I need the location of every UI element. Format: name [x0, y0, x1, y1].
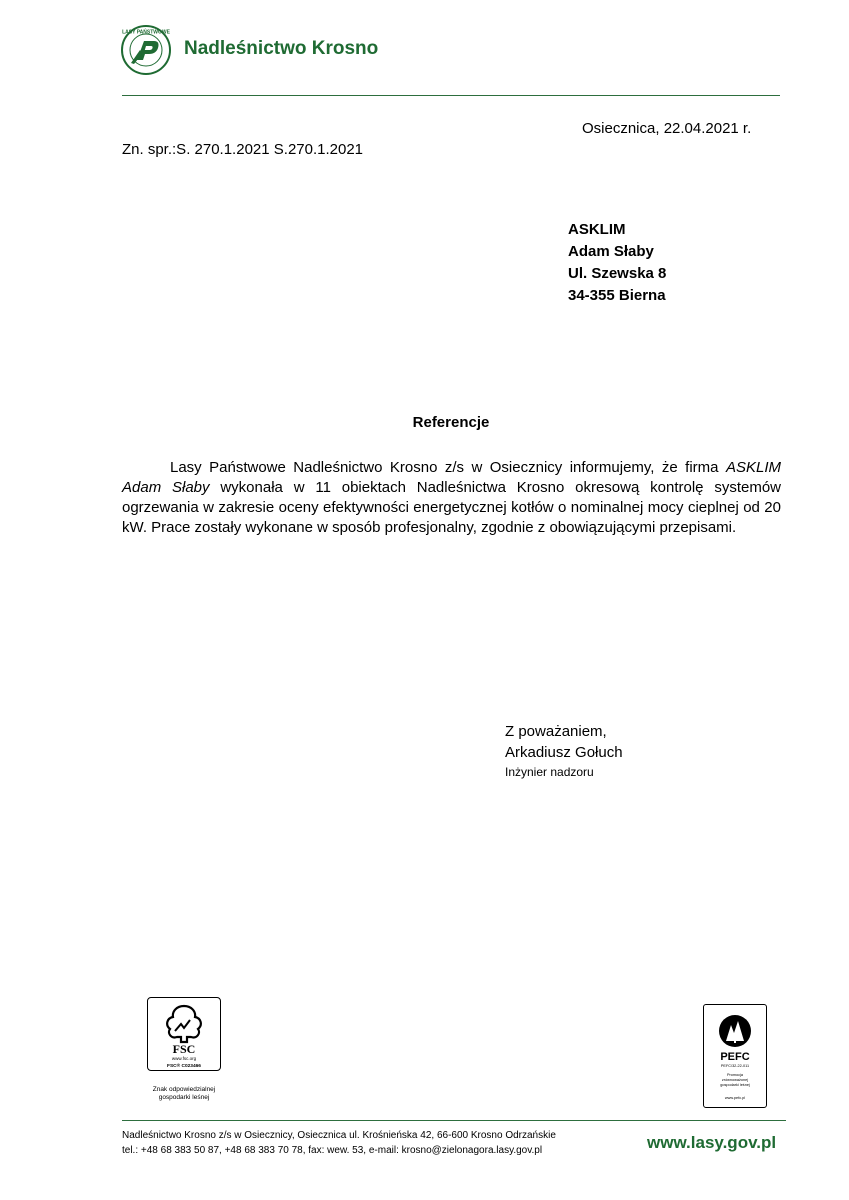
fsc-caption: Znak odpowiedzialnej gospodarki leśnej — [152, 1086, 216, 1101]
place-date: Osiecznica, 22.04.2021 r. — [582, 120, 752, 137]
footer-website-link[interactable]: www.lasy.gov.pl — [647, 1133, 777, 1152]
recipient-address — [568, 219, 666, 307]
footer-address: Nadleśnictwo Krosno z/s w Osiecznicy, Osiecznica ul. Krośnieńska 42, 66-600 Krosno Odrzańskie — [122, 1130, 556, 1141]
closing-salutation: Z poważaniem, — [505, 723, 607, 740]
letter-closing — [505, 721, 623, 781]
svg-text:FSC® C023466: FSC® C023466 — [167, 1064, 201, 1069]
recipient-person: Adam Słaby — [568, 243, 654, 260]
body-intro: Lasy Państwowe Nadleśnictwo Krosno z/s w Osiecznicy informujemy, że firma — [170, 459, 726, 476]
svg-text:PEFC/32-22-011: PEFC/32-22-011 — [720, 1064, 750, 1068]
case-reference: Zn. spr.:S. 270.1.2021 S.270.1.2021 — [122, 141, 364, 158]
svg-text:PEFC: PEFC — [720, 1051, 750, 1063]
svg-text:LASY PAŃSTWOWE: LASY PAŃSTWOWE — [122, 29, 170, 36]
lasy-panstwowe-logo — [120, 24, 172, 76]
recipient-company: ASKLIM — [568, 221, 626, 238]
recipient-city: 34-355 Bierna — [568, 287, 666, 304]
signer-name: Arkadiusz Gołuch — [505, 744, 623, 761]
footer-divider — [122, 1120, 786, 1121]
body-rest: wykonała w 11 obiektach Nadleśnictwa Krosno okresową kontrolę systemów ogrzewania w zakresie oceny efektywności energetycznej kotłów o nominalnej mocy cieplnej od 20 kW. Prace zostały wykonane w sposób profesjonalny, zgodnie z obowiązującymi przepisami. — [122, 479, 782, 536]
letter-title: Referencje — [412, 414, 490, 431]
header-divider — [122, 95, 780, 96]
svg-text:Promocja: Promocja — [726, 1073, 744, 1077]
svg-text:FSC: FSC — [172, 1042, 196, 1056]
svg-text:zrównoważonej: zrównoważonej — [721, 1078, 749, 1082]
footer-contact: tel.: +48 68 383 50 87, +48 68 383 70 78, fax: wew. 53, e-mail: krosno@zielonagora.lasy.gov.pl — [122, 1145, 543, 1156]
letter-body — [122, 458, 781, 538]
svg-text:www.pefc.pl: www.pefc.pl — [724, 1096, 746, 1100]
organization-name: Nadleśnictwo Krosno — [184, 38, 379, 59]
fsc-certification-logo — [147, 997, 221, 1071]
pefc-certification-logo — [703, 1004, 767, 1108]
recipient-street: Ul. Szewska 8 — [568, 265, 667, 282]
body-company-name: ASKLIM Adam Słaby — [122, 459, 781, 496]
signer-role: Inżynier nadzoru — [505, 765, 594, 779]
svg-text:www.fsc.org: www.fsc.org — [171, 1056, 197, 1061]
svg-text:gospodarki leśnej: gospodarki leśnej — [720, 1083, 750, 1087]
